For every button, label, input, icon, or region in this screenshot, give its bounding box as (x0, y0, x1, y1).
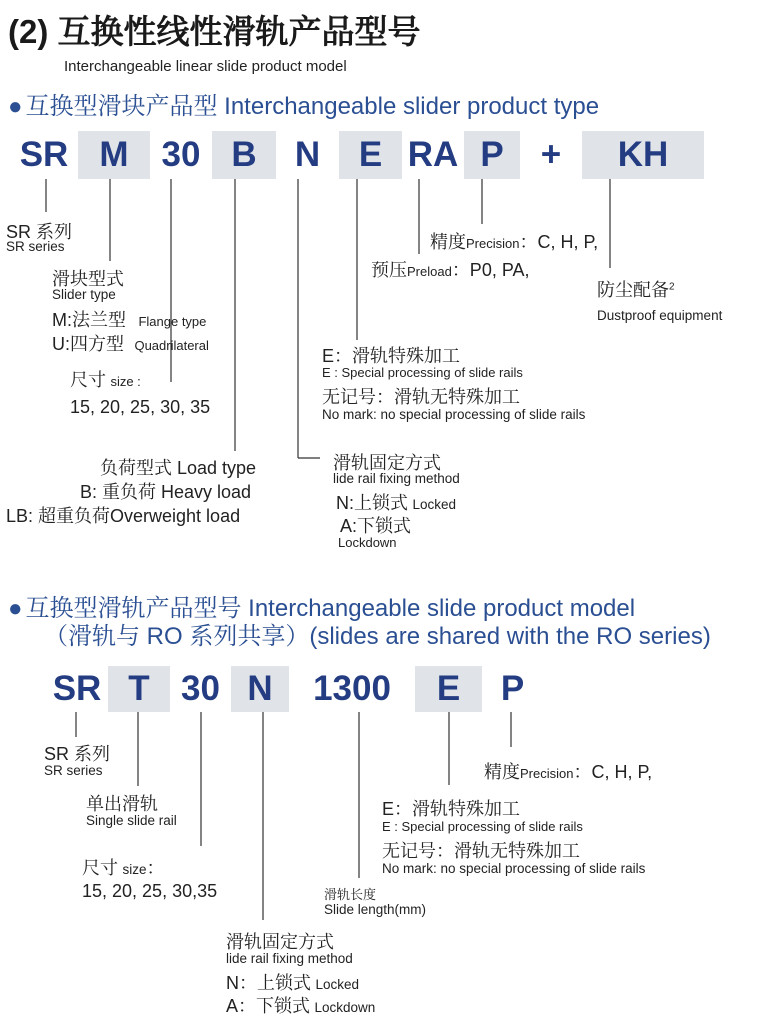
special-cn: E：滑轨特殊加工 (322, 346, 461, 366)
rail-size-values: 15, 20, 25, 30,35 (82, 881, 218, 901)
sr-series-label: SR 系列 (6, 222, 73, 242)
rail-nomark-cn: 无记号：滑轨无特殊加工 (382, 841, 580, 861)
dust-cn: 防尘配备 (597, 280, 669, 300)
rail-fix-a-en: Lockdown (314, 1000, 376, 1015)
slider-type-label: 滑块型式 (52, 269, 124, 289)
rail-heading-note: （滑轨与 RO 系列共享）(slides are shared with the RO series) (44, 623, 711, 650)
rail-code-sr: SR (52, 669, 102, 708)
nomark-cn: 无记号：滑轨无特殊加工 (322, 387, 520, 407)
rail-size-en: size (122, 862, 147, 877)
dust-sup: 2 (669, 281, 675, 293)
rail-fix-label: 滑轨固定方式 (226, 932, 334, 952)
slider-type-u (52, 330, 209, 356)
code-size: 30 (161, 135, 201, 174)
size-label (70, 366, 141, 392)
rail-single-en: Single slide rail (86, 813, 177, 828)
fix-en: lide rail fixing method (333, 471, 460, 486)
page-subtitle: Interchangeable linear slide product model (64, 58, 347, 75)
bullet-dot-icon: ● (8, 93, 23, 120)
precision-cn: 精度 (430, 232, 466, 252)
rail-length-en: Slide length(mm) (324, 902, 427, 917)
rail-sr-label: SR 系列 (44, 744, 111, 764)
load-type-label: 负荷型式 Load type (100, 458, 257, 478)
preload-label (371, 256, 530, 282)
rail-special-en: E : Special processing of slide rails (382, 819, 583, 834)
fix-a-cn: A:下锁式 (340, 516, 412, 536)
rail-precision-values: ：C, H, P, (573, 762, 653, 782)
rail-code-precision: P (500, 669, 525, 708)
code-sr: SR (19, 135, 69, 174)
code-preload: RA (407, 135, 459, 174)
rail-precision-en: Precision (520, 766, 574, 781)
rail-nomark-en: No mark: no special processing of slide rails (382, 861, 646, 876)
rail-fix-a (226, 992, 375, 1018)
size-values: 15, 20, 25, 30, 35 (70, 397, 211, 417)
page-title: (2) 互换性线性滑轨产品型号 (8, 13, 421, 50)
slider-type-en: Slider type (52, 287, 116, 302)
special-en: E : Special processing of slide rails (322, 365, 523, 380)
slider-type-u-en: Quadrilateral (134, 338, 209, 353)
precision-en: Precision (466, 236, 520, 251)
code-plus: + (540, 135, 562, 174)
slider-type-m (52, 306, 206, 332)
precision-values: ：C, H, P, (519, 232, 599, 252)
rail-code-length: 1300 (313, 669, 391, 708)
preload-en: Preload (407, 264, 452, 279)
dust-en: Dustproof equipment (597, 308, 723, 323)
dust-label (597, 276, 675, 302)
rail-single-cn: 单出滑轨 (86, 794, 158, 814)
fix-n-en: Locked (412, 497, 456, 512)
rail-special-cn: E：滑轨特殊加工 (382, 799, 521, 819)
sr-series-en: SR series (6, 239, 65, 254)
fix-label: 滑轨固定方式 (333, 453, 441, 473)
load-b: B: 重负荷 Heavy load (80, 482, 252, 502)
rail-precision-cn: 精度 (484, 762, 520, 782)
code-fixing: N (294, 135, 321, 174)
bullet-dot-icon: ● (8, 595, 23, 622)
rail-code-fixing: N (231, 666, 289, 712)
size-label-cn: 尺寸 (70, 370, 106, 390)
code-precision: P (464, 131, 520, 179)
code-slider-type: M (78, 131, 150, 179)
fix-n-cn: N:上锁式 (336, 493, 408, 513)
rail-precision-label (484, 758, 652, 784)
slider-type-m-en: Flange type (138, 314, 207, 329)
preload-values: ：P0, PA, (451, 260, 530, 280)
rail-code-size: 30 (181, 669, 220, 708)
slider-type-u-cn: U:四方型 (52, 334, 124, 354)
rail-length-cn: 滑轨长度 (324, 887, 377, 902)
fix-a-en: Lockdown (338, 535, 397, 550)
rail-heading-text: 互换型滑轨产品型号 Interchangeable slide product model (25, 595, 636, 622)
code-dustproof: KH (582, 131, 704, 179)
rail-size-label (82, 854, 164, 880)
nomark-en: No mark: no special processing of slide rails (322, 407, 586, 422)
rail-code-special: E (415, 666, 482, 712)
rail-size-cn: 尺寸 (82, 858, 118, 878)
rail-fix-n-en: Locked (315, 977, 359, 992)
size-label-en: size : (110, 374, 141, 389)
rail-sr-en: SR series (44, 763, 103, 778)
code-special: E (339, 131, 402, 179)
rail-size-colon: ： (146, 858, 165, 878)
load-lb: LB: 超重负荷Overweight load (6, 506, 241, 526)
rail-code-single: T (108, 666, 170, 712)
code-load-type: B (212, 131, 276, 179)
rail-fix-en: lide rail fixing method (226, 951, 353, 966)
rail-fix-n-cn: N：上锁式 (226, 973, 311, 993)
precision-label (430, 228, 598, 254)
slider-type-m-cn: M:法兰型 (52, 310, 126, 330)
preload-cn: 预压 (371, 260, 407, 280)
slider-heading-text: 互换型滑块产品型 Interchangeable slider product type (25, 93, 600, 120)
rail-fix-a-cn: A：下锁式 (226, 996, 311, 1016)
